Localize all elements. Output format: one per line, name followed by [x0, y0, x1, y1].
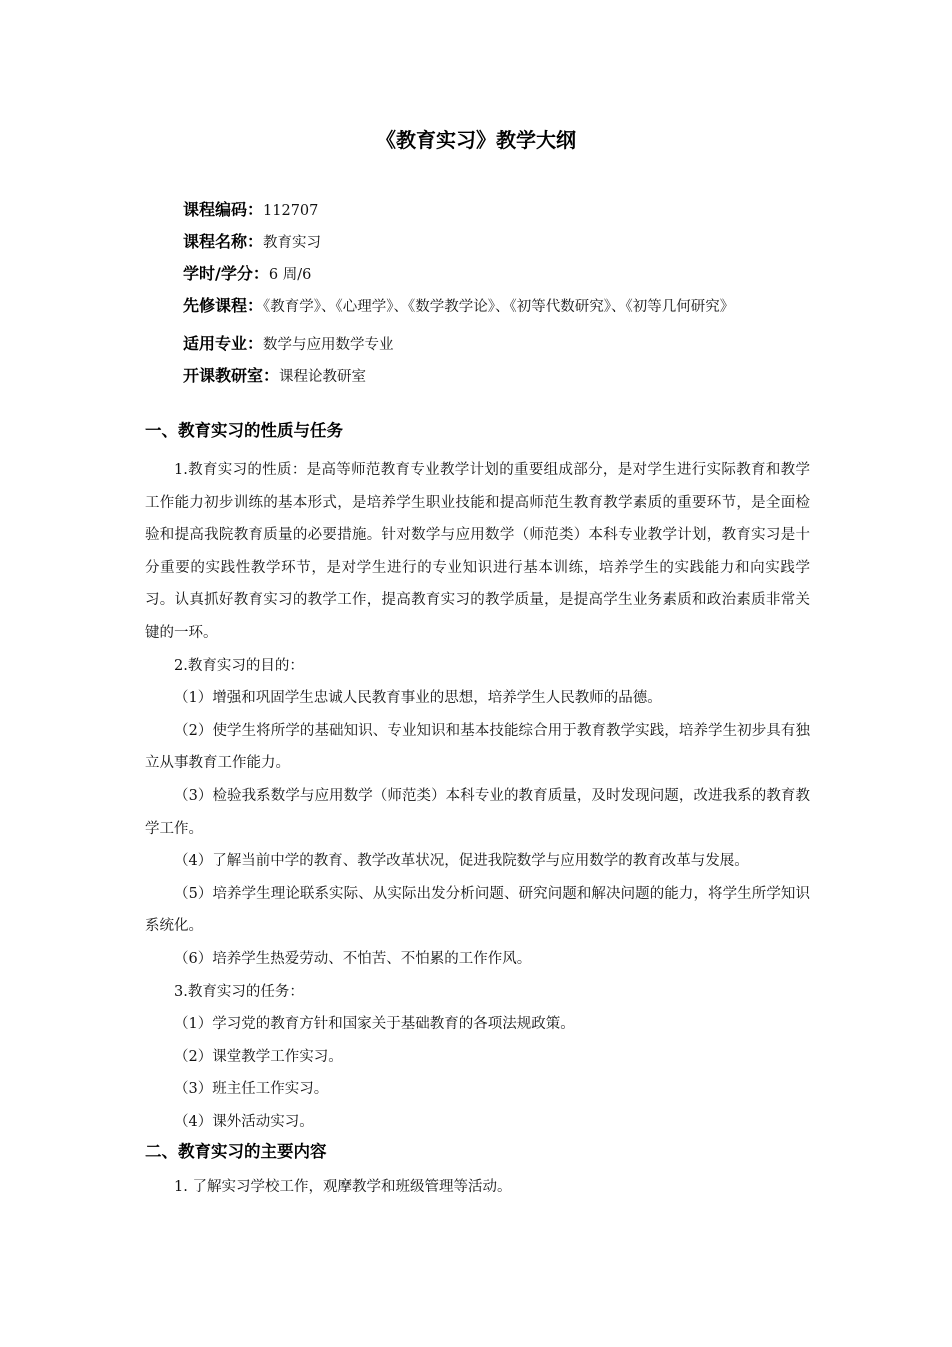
goal-item: （1）增强和巩固学生忠诚人民教育事业的思想，培养学生人民教师的品德。 — [174, 690, 662, 707]
major-row — [183, 332, 863, 364]
goal-item: （2）使学生将所学的基础知识、专业知识和基本技能综合用于教育教学实践，培养学生初步具有独立从事教育工作能力。 — [145, 722, 810, 772]
course-code-label: 课程编码： — [183, 200, 264, 219]
major-value: 数学与应用数学专业 — [263, 337, 394, 353]
section-heading-main-content: 二、教育实习的主要内容 — [145, 1142, 327, 1162]
goal-item: （6）培养学生热爱劳动、不怕苦、不怕累的工作作风。 — [174, 950, 532, 967]
task-item: （4）课外活动实习。 — [174, 1113, 314, 1130]
hours-credits-value: 6 周/6 — [268, 267, 312, 283]
hours-credits-row — [183, 262, 863, 294]
goal-item: （3）检验我系数学与应用数学（师范类）本科专业的教育质量，及时发现问题，改进我系的教育教学工作。 — [145, 787, 810, 837]
department-label: 开课教研室： — [183, 366, 280, 385]
department-row — [183, 364, 863, 396]
task-item: （1）学习党的教育方针和国家关于基础教育的各项法规政策。 — [174, 1016, 575, 1033]
prerequisites-row — [183, 294, 863, 326]
section-heading-nature-tasks: 一、教育实习的性质与任务 — [145, 421, 343, 440]
hours-credits-label: 学时/学分： — [183, 264, 269, 283]
prerequisites-value: 《教育学》、《心理学》、《数学教学论》、《初等代数研究》、《初等几何研究》 — [263, 299, 735, 315]
prerequisites-label: 先修课程： — [183, 296, 264, 315]
goal-item: （5）培养学生理论联系实际、从实际出发分析问题、研究问题和解决问题的能力，将学生所学知识系统化。 — [145, 885, 810, 935]
paragraph-tasks-intro: 3.教育实习的任务： — [174, 983, 304, 1000]
paragraph-purpose-intro: 2.教育实习的目的： — [174, 657, 304, 674]
course-code-value: 112707 — [263, 203, 319, 219]
major-label: 适用专业： — [183, 334, 264, 353]
course-code-row — [183, 198, 863, 230]
paragraph-nature: 1.教育实习的性质：是高等师范教育专业教学计划的重要组成部分，是对学生进行实际教育和教学工作能力初步训练的基本形式，是培养学生职业技能和提高师范生教育教学素质的重要环节，是全面检验和提高我院教育质量的必要措施。针对数学与应用数学（师范类）本科专业教学计划，教育实习是十分重要的实践性教学环节，是对学生进行的专业知识进行基本训练，培养学生的实践能力和向实践学习。认真抓好教育实习的教学工作，提高教育实习的教学质量，是提高学生业务素质和政治素质非常关键的一环。 — [145, 462, 810, 641]
task-item: （2）课堂教学工作实习。 — [174, 1048, 343, 1065]
goal-item: （4）了解当前中学的教育、教学改革状况，促进我院数学与应用数学的教育改革与发展。 — [174, 853, 749, 870]
task-item: （3）班主任工作实习。 — [174, 1081, 329, 1098]
paragraph-main-content-1: 1. 了解实习学校工作，观摩教学和班级管理等活动。 — [174, 1179, 512, 1196]
course-info — [183, 198, 863, 396]
course-name-row — [183, 230, 863, 262]
department-value: 课程论教研室 — [279, 369, 367, 385]
document-title: 《教育实习》教学大纲 — [376, 128, 576, 152]
document-body — [145, 418, 810, 1204]
course-name-label: 课程名称： — [183, 232, 264, 251]
course-name-value: 教育实习 — [263, 235, 322, 251]
